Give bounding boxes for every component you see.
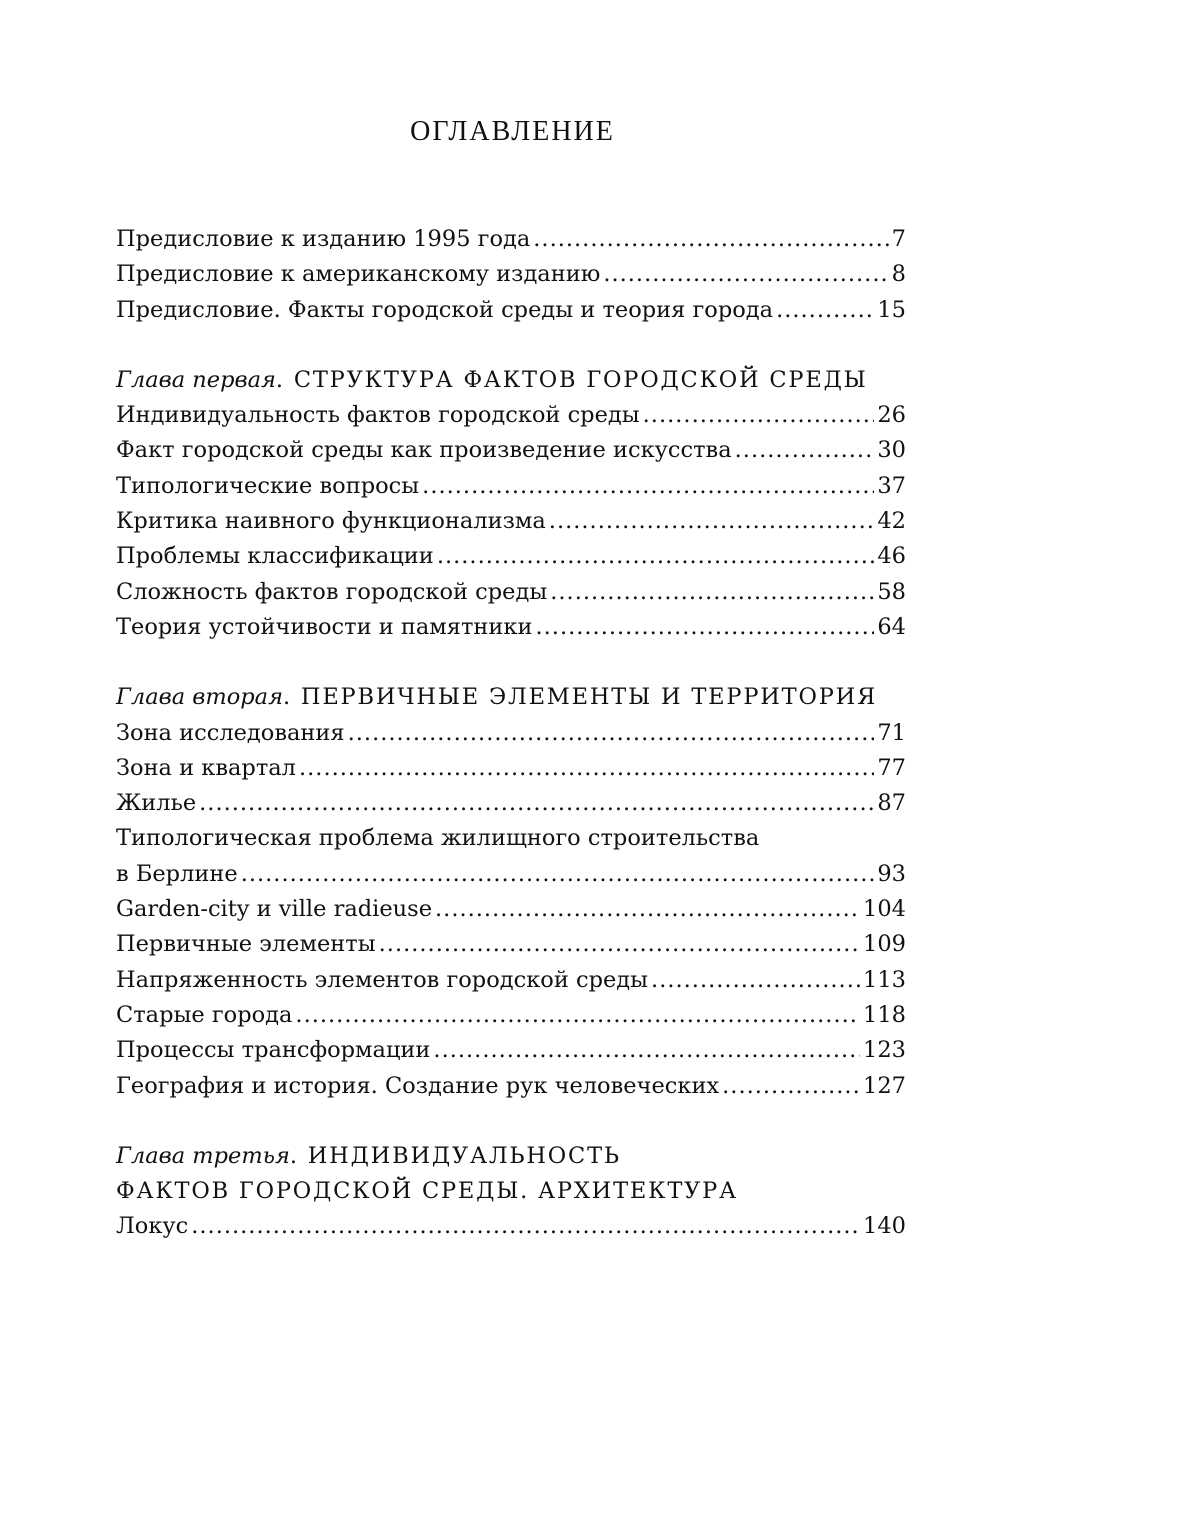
dot-leader	[433, 1033, 860, 1068]
toc-entry	[116, 998, 906, 1033]
chapter-label: Глава вторая	[116, 684, 283, 711]
dot-leader	[776, 293, 874, 328]
toc-entry-title: Зона исследования	[116, 719, 345, 746]
dot-leader	[722, 1069, 860, 1104]
chapter-heading-line	[116, 680, 906, 715]
dot-leader	[379, 927, 860, 962]
toc-entry-title: Старые города	[116, 1001, 293, 1028]
dot-leader	[735, 433, 875, 468]
toc-entry-page: 46	[877, 543, 906, 570]
toc-entry	[116, 433, 906, 468]
toc-entry-title: Локус	[116, 1213, 189, 1240]
toc-entry-page: 58	[877, 578, 906, 605]
dot-leader	[603, 257, 888, 292]
chapter-title: . СТРУКТУРА ФАКТОВ ГОРОДСКОЙ СРЕДЫ	[275, 366, 868, 393]
chapter-heading	[116, 363, 906, 398]
toc-entry-title: в Берлине	[116, 860, 238, 887]
toc-entry	[116, 575, 906, 610]
toc-entry	[116, 1209, 906, 1244]
toc-entry-title-first-line: Типологическая проблема жилищного строительства	[116, 825, 760, 852]
toc-entry	[116, 469, 906, 504]
chapter-heading-line	[116, 363, 906, 398]
dot-leader	[549, 504, 875, 539]
toc-entry	[116, 857, 906, 892]
toc-entry	[116, 892, 906, 927]
toc-entry	[116, 1069, 906, 1104]
dot-leader	[191, 1209, 860, 1244]
toc-entry-title: Предисловие к американскому изданию	[116, 261, 601, 288]
toc-entry-page: 64	[877, 613, 906, 640]
toc-entry-page: 118	[863, 1001, 906, 1028]
toc-entry-page: 30	[877, 437, 906, 464]
toc-entry-title: Предисловие. Факты городской среды и теория города	[116, 296, 774, 323]
toc-entry	[116, 257, 906, 292]
toc-entry-page: 109	[863, 931, 906, 958]
toc-entry-title: Факт городской среды как произведение искусства	[116, 437, 732, 464]
toc-section	[116, 222, 906, 328]
toc-entry-title: Garden-city и ville radieuse	[116, 896, 433, 923]
toc-entry-title: Напряженность элементов городской среды	[116, 966, 649, 993]
toc-entry	[116, 504, 906, 539]
toc-entry-page: 37	[877, 472, 906, 499]
toc-entry-page: 93	[877, 860, 906, 887]
toc-entry	[116, 610, 906, 645]
toc-entry	[116, 963, 906, 998]
toc-entry	[116, 539, 906, 574]
toc-entry-page: 42	[877, 508, 906, 535]
dot-leader	[199, 786, 874, 821]
toc-section	[116, 363, 906, 645]
toc-entry	[116, 1033, 906, 1068]
toc-entry-page: 104	[863, 896, 906, 923]
toc-entry-page: 123	[863, 1037, 906, 1064]
toc-entry-page: 113	[863, 966, 906, 993]
dot-leader	[435, 892, 860, 927]
toc-entry-title: География и история. Создание рук человеческих	[116, 1072, 720, 1099]
dot-leader	[550, 575, 874, 610]
toc-entry-title: Предисловие к изданию 1995 года	[116, 226, 531, 252]
dot-leader	[299, 751, 874, 786]
toc-entry-title: Процессы трансформации	[116, 1037, 431, 1064]
dot-leader	[295, 998, 860, 1033]
dot-leader	[422, 469, 874, 504]
toc-section	[116, 1139, 906, 1245]
toc-entry	[116, 751, 906, 786]
toc-entry	[116, 716, 906, 751]
toc-entry	[116, 222, 906, 257]
toc-section	[116, 680, 906, 1104]
table-of-contents	[116, 222, 906, 1280]
toc-entry-title: Проблемы классификации	[116, 543, 434, 570]
toc-entry-page: 71	[877, 719, 906, 746]
toc-entry-page: 77	[877, 754, 906, 781]
chapter-title: . ПЕРВИЧНЫЕ ЭЛЕМЕНТЫ И ТЕРРИТОРИЯ	[283, 684, 878, 711]
chapter-label: Глава третья	[116, 1142, 290, 1169]
toc-entry-title: Первичные элементы	[116, 931, 376, 958]
toc-entry-page: 8	[891, 261, 906, 288]
dot-leader	[651, 963, 860, 998]
dot-leader	[533, 222, 888, 257]
toc-entry-page: 15	[877, 296, 906, 323]
chapter-title: . ИНДИВИДУАЛЬНОСТЬ	[289, 1142, 621, 1169]
chapter-title-continued: ФАКТОВ ГОРОДСКОЙ СРЕДЫ. АРХИТЕКТУРА	[116, 1178, 738, 1205]
toc-entry-title: Сложность фактов городской среды	[116, 578, 548, 605]
dot-leader	[437, 539, 875, 574]
toc-entry-title: Критика наивного функционализма	[116, 508, 546, 535]
chapter-heading	[116, 1139, 906, 1210]
toc-entry	[116, 786, 906, 821]
chapter-heading-line	[116, 1139, 906, 1174]
toc-entry-page: 87	[877, 790, 906, 817]
toc-entry-page: 7	[891, 226, 906, 252]
toc-entry	[116, 927, 906, 962]
toc-entry-page: 26	[877, 402, 906, 429]
dot-leader	[241, 857, 875, 892]
toc-entry-title: Индивидуальность фактов городской среды	[116, 402, 640, 429]
toc-entry-page: 140	[863, 1213, 906, 1240]
dot-leader	[643, 398, 875, 433]
toc-entry	[116, 398, 906, 433]
toc-entry-page: 127	[863, 1072, 906, 1099]
toc-entry-title: Типологические вопросы	[116, 472, 420, 499]
dot-leader	[535, 610, 874, 645]
dot-leader	[348, 716, 875, 751]
page-title: ОГЛАВЛЕНИЕ	[410, 116, 615, 147]
toc-entry	[116, 293, 906, 328]
toc-entry-title: Теория устойчивости и памятники	[116, 613, 533, 640]
toc-entry-title: Зона и квартал	[116, 754, 296, 781]
toc-entry-title: Жилье	[116, 790, 197, 817]
chapter-heading	[116, 680, 906, 715]
chapter-label: Глава первая	[116, 366, 276, 393]
